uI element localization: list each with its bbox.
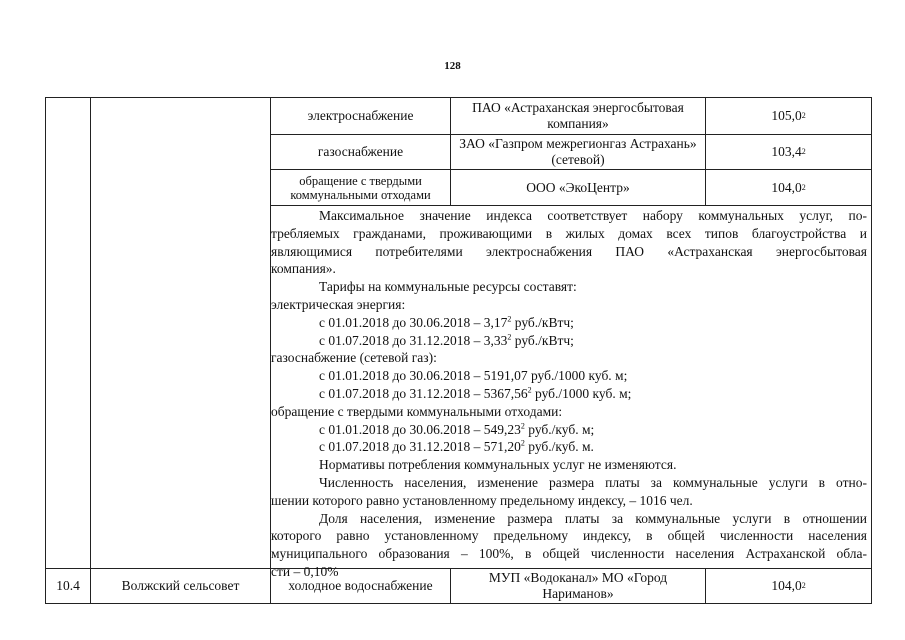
text-line: с 01.01.2018 до 30.06.2018 – 549,23$^2$ руб./куб. м; [319,421,595,437]
text-line: с 01.07.2018 до 31.12.2018 – 3,33$^2$ руб./кВтч; [319,332,574,348]
text-line: газоснабжение (сетевой газ): [271,350,437,366]
index-cell: 103,4 2 [771,144,806,159]
tariff-table [45,97,872,604]
text-line: с 01.01.2018 до 30.06.2018 – 5191,07 руб./1000 куб. м; [319,368,628,384]
service-cell: газоснабжение [317,144,404,159]
text-line: с 01.07.2018 до 31.12.2018 – 5367,56$^2$ руб./1000 куб. м; [319,385,632,401]
column-divider [45,97,46,604]
text-line: с 01.01.2018 до 30.06.2018 – 3,17$^2$ руб./кВтч; [319,314,574,330]
text-line: муниципального образования – 100%, в общей численности населения Астраханской обла- [271,546,867,562]
service-cell: холодное водоснабжение [288,578,433,593]
index-cell: 104,0 2 [771,578,806,593]
text-line: электрическая энергия: [271,296,406,312]
column-divider [90,97,91,604]
service-cell: электроснабжение [307,108,414,123]
page-number: 128 [444,60,461,72]
text-line: с 01.07.2018 до 31.12.2018 – 571,20$^2$ руб./куб. м. [319,438,594,455]
provider-cell: МУП «Водоканал» МО «Город Нариманов» [488,570,668,601]
index-cell: 105,0 2 [771,108,806,123]
text-line: Тарифы на коммунальные ресурсы составят: [319,279,577,295]
provider-cell: ПАО «Астраханская энергосбытовая компания» [472,100,684,131]
text-line: компания». [271,261,336,277]
provider-cell: ООО «ЭкоЦентр» [526,179,630,195]
text-line: требляемых гражданами, проживающими в жилых домах всех типов благоустройства и [271,225,867,241]
text-line: шении которого равно установленному предельному индексу, – 1016 чел. [271,492,693,508]
provider-cell: ЗАО «Газпром межрегионгаз Астрахань» (сетевой) [459,136,697,167]
text-line: являющимися потребителями электроснабжения ПАО «Астраханская энергосбытовая [271,243,867,259]
text-line: сти – 0,10% [271,563,339,579]
table-bottom-border [45,603,872,604]
column-divider [450,97,451,205]
text-line: обращение с твердыми коммунальными отходами: [271,403,563,419]
text-line: которого равно установленному предельному индексу, в общей численности населения [271,528,867,544]
row-divider [270,205,872,206]
municipality-cell: Волжский сельсовет [121,578,240,593]
text-line: Нормативы потребления коммунальных услуг не изменяются. [319,457,677,473]
row-number-cell: 10.4 [56,578,80,593]
text-line: Максимальное значение индекса соответствует набору коммунальных услуг, по- [319,208,867,223]
service-cell: обращение с твердыми коммунальными отходами [290,173,431,202]
text-line: Доля населения, изменение размера платы за коммунальные услуги в отношении [319,510,867,526]
text-line: Численность населения, изменение размера платы за коммунальные услуги в отно- [319,474,867,490]
description-text [271,207,867,581]
column-divider [871,97,872,604]
index-cell: 104,0 2 [771,179,806,195]
